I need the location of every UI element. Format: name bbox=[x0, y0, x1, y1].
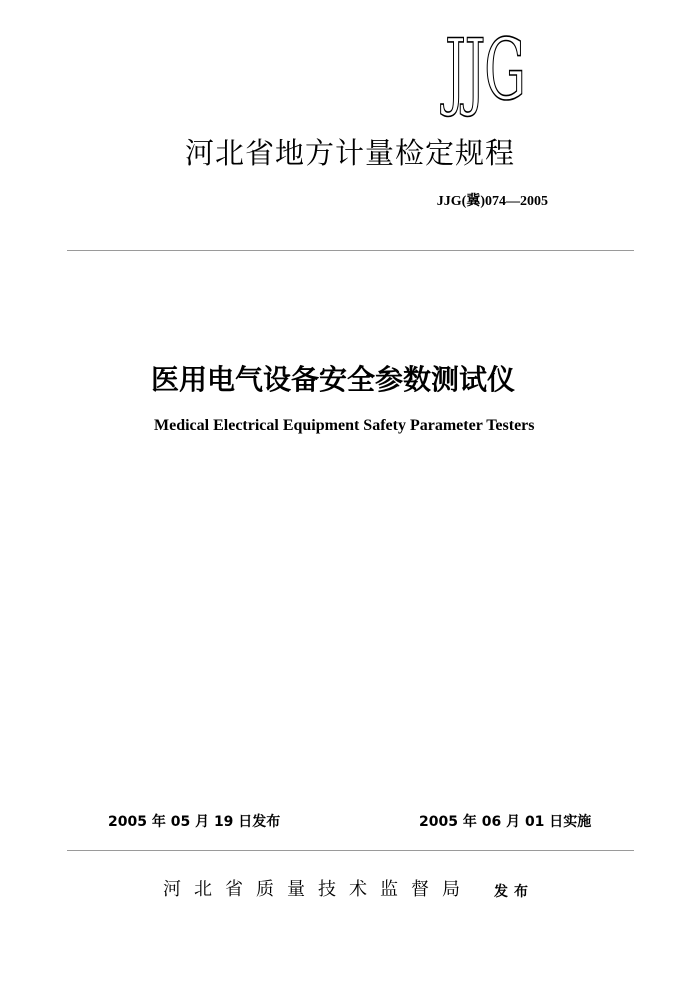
document-english-title: Medical Electrical Equipment Safety Parameter Testers bbox=[154, 417, 535, 434]
document-title: 医用电气设备安全参数测试仪 bbox=[151, 363, 516, 396]
document-number: JJG(冀)074—2005 bbox=[436, 194, 548, 209]
issue-date: 2005 年 05 月 19 日发布 bbox=[108, 814, 281, 830]
issuing-label: 发布 bbox=[494, 884, 534, 900]
issuing-authority: 河北省质量技术监督局 bbox=[163, 879, 473, 900]
regulation-title: 河北省地方计量检定规程 bbox=[184, 136, 515, 170]
jjg-logo: JJG bbox=[445, 21, 525, 119]
effective-date: 2005 年 06 月 01 日实施 bbox=[419, 814, 592, 830]
bottom-divider bbox=[67, 850, 634, 851]
top-divider bbox=[67, 250, 634, 251]
